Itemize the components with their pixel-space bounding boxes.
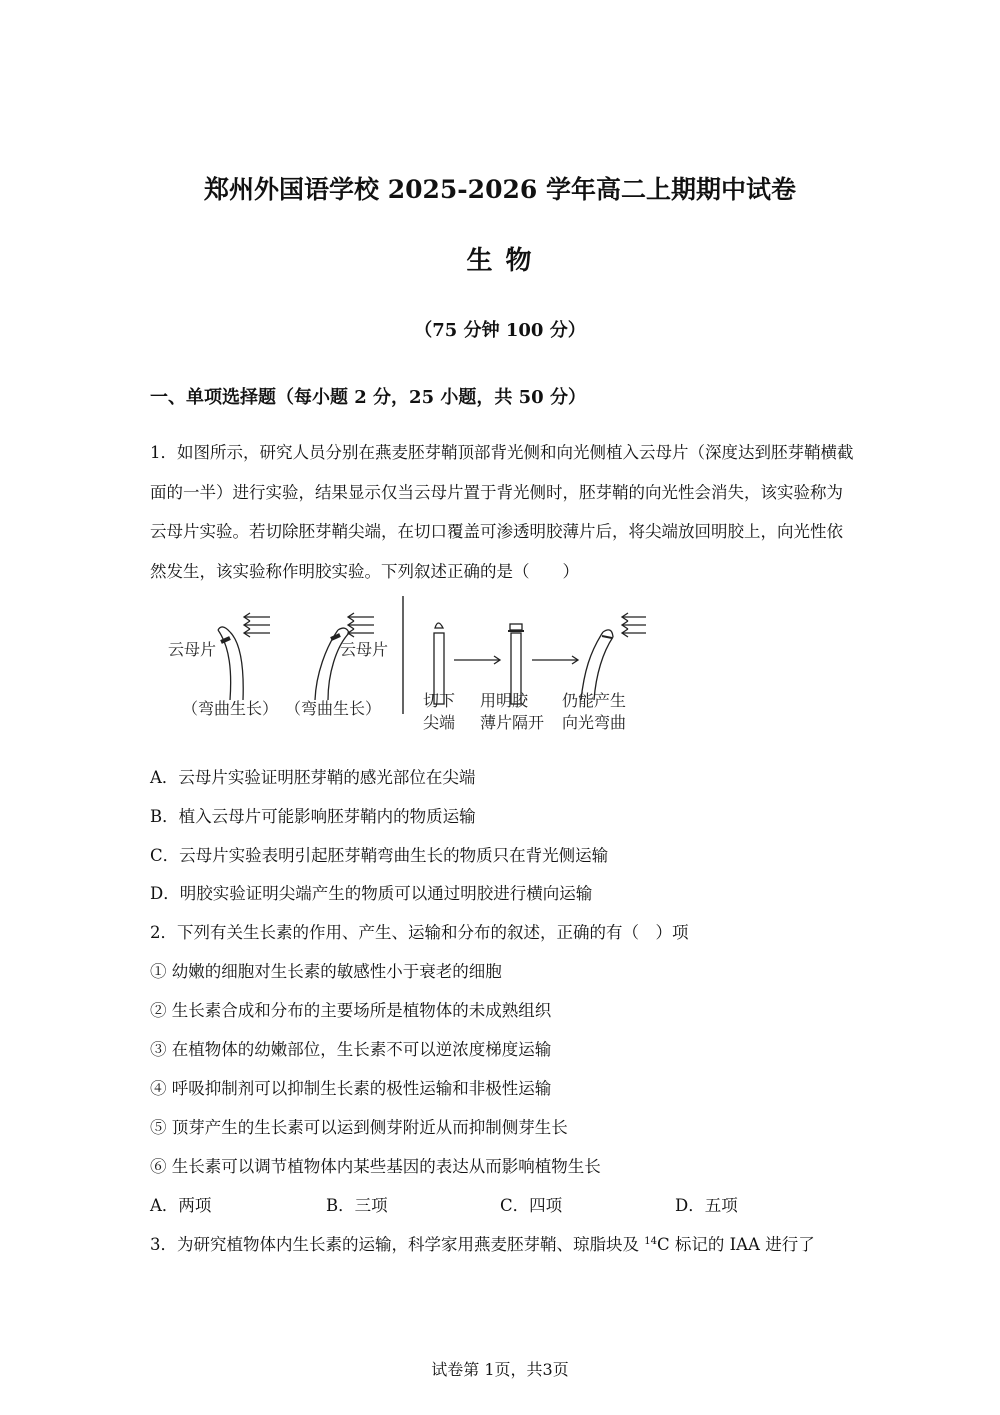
time-score-info: （75 分钟 100 分）	[414, 320, 586, 341]
q2-statement-3: ③ 在植物体的幼嫩部位，生长素不可以逆浓度梯度运输	[150, 1040, 552, 1059]
q2-statement-4: ④ 呼吸抑制剂可以抑制生长素的极性运输和非极性运输	[150, 1079, 552, 1098]
q1-option-a: A．云母片实验证明胚芽鞘的感光部位在尖端	[150, 768, 476, 787]
light-arrows-2	[348, 613, 374, 637]
section-heading: 一、单项选择题（每小题 2 分，25 小题，共 50 分）	[150, 387, 586, 408]
question-1-stem: 1．如图所示，研究人员分别在燕麦胚芽鞘顶部背光侧和向光侧植入云母片（深度达到胚芽鞘横截面的一半）进行实验，结果显示仅当云母片置于背光侧时，胚芽鞘的向光性会消失，该实验称为云母片实验。若切除胚芽鞘尖端，在切口覆盖可渗透明胶薄片后，将尖端放回明胶上，向光性依然发生，该实验称作明胶实验。下列叙述正确的是（ ）	[150, 443, 854, 581]
q2-option-a: A．两项	[150, 1196, 212, 1215]
q2-statement-6: ⑥ 生长素可以调节植物体内某些基因的表达从而影响植物生长	[150, 1157, 601, 1176]
q2-option-c: C．四项	[500, 1196, 563, 1215]
q3-stem-before: 3．为研究植物体内生长素的运输，科学家用燕麦胚芽鞘、琼脂块及	[150, 1235, 645, 1254]
label-mica-1: 云母片	[168, 640, 217, 659]
step-bend-line2: 向光弯曲	[562, 713, 627, 732]
question-3-stem	[150, 1231, 815, 1255]
step-bend-line1: 仍能产生	[562, 691, 627, 710]
step-cut-line2: 尖端	[423, 713, 456, 732]
q2-option-d: D．五项	[675, 1196, 738, 1215]
subject-title: 生 物	[466, 246, 534, 276]
q3-isotope-mass: 14	[644, 1236, 657, 1247]
caption-curved-1: （弯曲生长）	[182, 699, 279, 718]
step-gelatin-line2: 薄片隔开	[480, 713, 545, 732]
question-2-stem: 2．下列有关生长素的作用、产生、运输和分布的叙述，正确的有（ ）项	[150, 923, 689, 942]
q2-statement-2: ② 生长素合成和分布的主要场所是植物体的未成熟组织	[150, 1001, 552, 1020]
page-footer: 试卷第 1页，共3页	[431, 1360, 569, 1379]
phototropism-figure	[160, 592, 660, 737]
light-arrows-3	[622, 613, 646, 637]
light-arrows-1	[244, 613, 270, 637]
q1-option-c: C．云母片实验表明引起胚芽鞘弯曲生长的物质只在背光侧运输	[150, 846, 609, 865]
q1-option-b: B．植入云母片可能影响胚芽鞘内的物质运输	[150, 807, 476, 826]
q2-statement-5: ⑤ 顶芽产生的生长素可以运到侧芽附近从而抑制侧芽生长	[150, 1118, 568, 1137]
step-cut-line1: 切下	[423, 691, 456, 710]
step-gelatin-line1: 用明胶	[480, 691, 529, 710]
q1-option-d: D．明胶实验证明尖端产生的物质可以通过明胶进行横向运输	[150, 884, 593, 903]
label-mica-2: 云母片	[340, 640, 389, 659]
q3-stem-after: C 标记的 IAA 进行了	[656, 1235, 815, 1254]
cut-tip	[435, 623, 443, 628]
caption-curved-2: （弯曲生长）	[285, 699, 382, 718]
q2-option-b: B．三项	[326, 1196, 388, 1215]
q2-statement-1: ① 幼嫩的细胞对生长素的敏感性小于衰老的细胞	[150, 962, 502, 981]
gelatin-tip	[510, 624, 522, 630]
mica-sheet-2	[331, 635, 340, 639]
coleoptile-2	[315, 630, 338, 700]
exam-title: 郑州外国语学校 2025-2026 学年高二上期期中试卷	[204, 175, 796, 204]
